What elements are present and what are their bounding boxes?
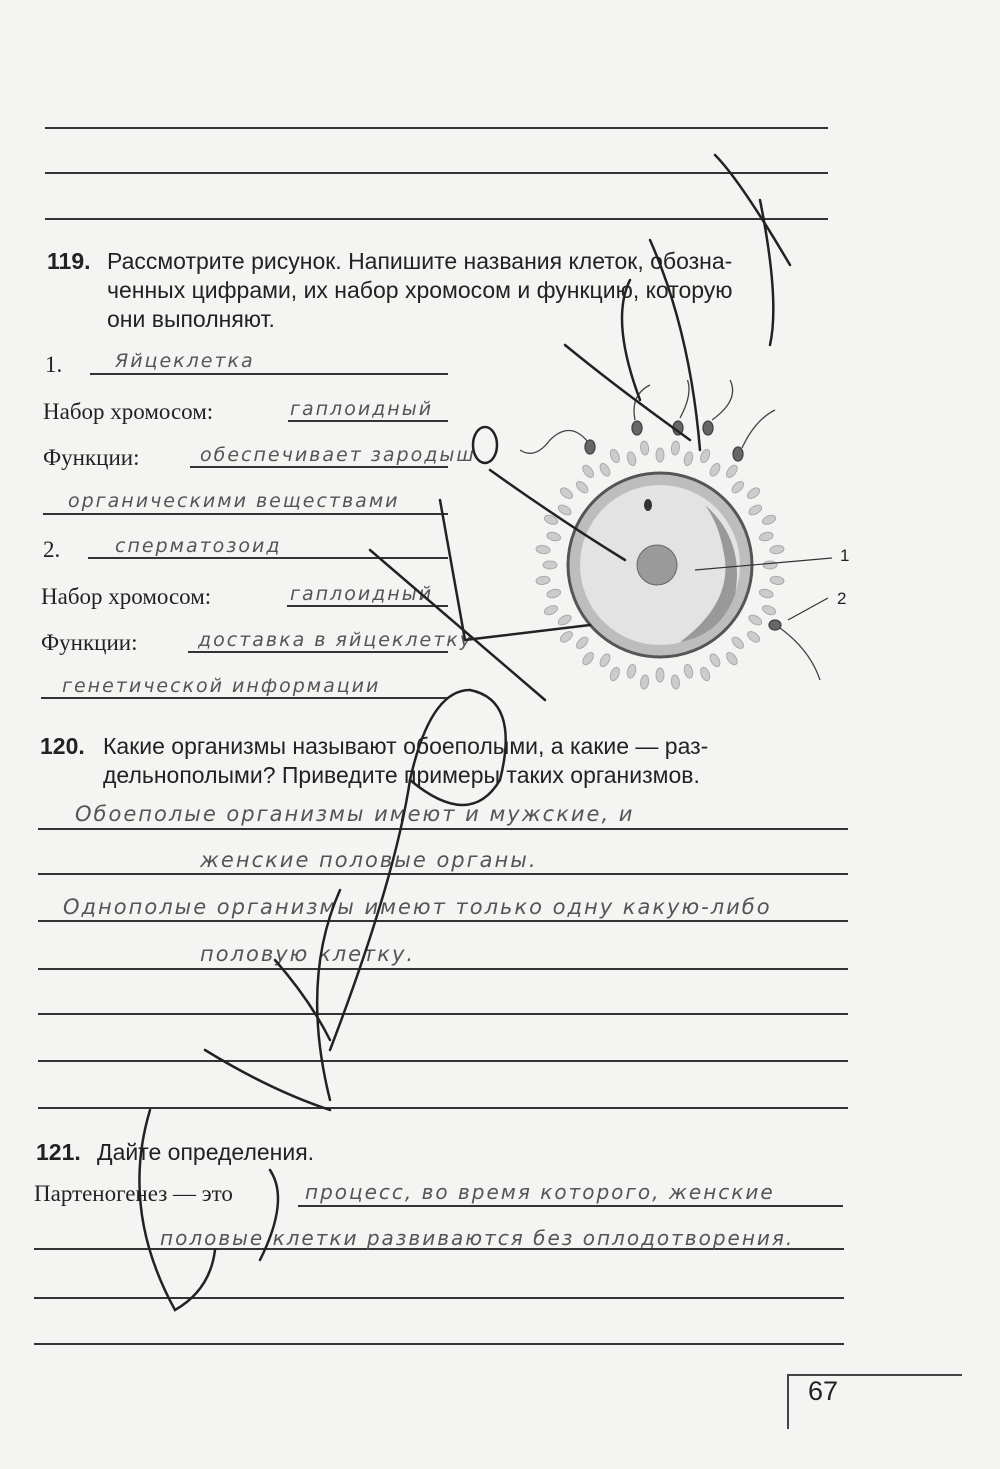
follicle-cell [581, 463, 596, 479]
answer-line [90, 373, 448, 375]
follicle-cell [558, 629, 574, 644]
follicle-cell [758, 588, 774, 599]
answer-120-line[interactable]: Обоеполые организмы имеют и мужские, и [75, 802, 635, 826]
follicle-cell [640, 675, 650, 690]
follicle-cell [671, 441, 681, 456]
cell-1-function-line[interactable]: органическими веществами [68, 490, 400, 512]
follicle-cell [546, 531, 562, 542]
follicle-cell [746, 486, 762, 501]
question-line: ченных цифрами, их набор хромосом и функцию, которую [107, 277, 733, 303]
cell-2-function-line[interactable]: генетической информации [62, 675, 381, 697]
follicle-cell [546, 588, 562, 599]
follicle-cell [574, 479, 590, 495]
question-line: дельнополыми? Приведите примеры таких организмов. [103, 762, 700, 788]
question-121-text: Дайте определения. [97, 1139, 315, 1165]
follicle-cell [656, 448, 664, 462]
follicle-cell [608, 666, 621, 682]
cell-2-name[interactable]: сперматозоид [115, 535, 282, 557]
follicle-cell [598, 462, 612, 478]
answer-line [288, 420, 448, 422]
answer-line [38, 1013, 848, 1015]
question-119-number: 119. [47, 248, 91, 274]
follicle-cell [708, 652, 722, 668]
follicle-cell [626, 663, 637, 679]
question-120-number: 120. [40, 733, 85, 759]
chromosomes-label: Набор хромосом: [43, 399, 214, 424]
answer-line [45, 127, 828, 129]
answer-line [38, 1060, 848, 1062]
answer-line [38, 828, 848, 830]
answer-line [38, 920, 848, 922]
follicle-cell [543, 604, 559, 617]
answer-120-line[interactable]: Однополые организмы имеют только одну какую-либо [63, 895, 772, 919]
follicle-cell [683, 663, 694, 679]
cell-2-chromosomes[interactable]: гаплоидный [290, 583, 434, 605]
follicle-cell [761, 604, 777, 617]
answer-120-line[interactable]: половую клетку. [200, 942, 416, 966]
follicle-cell [536, 576, 551, 586]
cell-2-index: 2. [43, 537, 61, 562]
follicle-cell [770, 576, 785, 586]
pencil-stroke [760, 200, 773, 345]
follicle-cell [699, 448, 712, 464]
answer-line [34, 1297, 844, 1299]
follicle-cell [574, 635, 590, 651]
question-line: Рассмотрите рисунок. Напишите названия клеток, обозна- [107, 248, 733, 274]
pencil-stroke [317, 890, 340, 1100]
answer-line [190, 466, 448, 468]
pencil-stroke [275, 960, 330, 1040]
cell-2-function-line[interactable]: доставка в яйцеклетку [198, 629, 474, 651]
cell-1-function-line[interactable]: обеспечивает зародыш [200, 444, 476, 466]
answer-line [41, 697, 448, 699]
pencil-stroke [205, 1050, 330, 1110]
follicle-cell [598, 652, 612, 668]
figure-label-2: 2 [837, 589, 847, 608]
follicle-cell [761, 513, 777, 526]
follicle-cell [747, 503, 763, 517]
functions-label: Функции: [41, 630, 138, 655]
question-line: Какие организмы называют обоеполыми, а какие — раз- [103, 733, 709, 759]
answer-line [45, 172, 828, 174]
chromosomes-label: Набор хромосом: [41, 584, 212, 609]
follicle-cell [608, 448, 621, 464]
question-120-text [103, 732, 708, 790]
figure-label-1: 1 [840, 546, 850, 565]
nucleus [637, 545, 677, 585]
follicle-cell [558, 486, 574, 501]
question-line: они выполняют. [107, 306, 275, 332]
follicle-cell [724, 463, 739, 479]
follicle-cell [557, 503, 573, 517]
follicle-cell [763, 561, 777, 569]
egg-cell-figure [480, 380, 880, 720]
follicle-cell [758, 531, 774, 542]
follicle-cell [543, 561, 557, 569]
answer-line [38, 1107, 848, 1109]
follicle-cell [536, 545, 551, 555]
follicle-cell [656, 668, 664, 682]
follicle-cell [543, 513, 559, 526]
cell-1-index: 1. [45, 352, 63, 377]
follicle-cell [626, 451, 637, 467]
follicle-cell [730, 635, 746, 651]
answer-line [45, 218, 828, 220]
functions-label: Функции: [43, 445, 140, 470]
answer-line [34, 1343, 844, 1345]
follicle-cell [640, 441, 650, 456]
label-line-2 [788, 598, 828, 620]
follicle-cell [671, 675, 681, 690]
follicle-cell [770, 545, 785, 555]
follicle-cell [557, 613, 573, 627]
cell-1-chromosomes[interactable]: гаплоидный [290, 398, 434, 420]
answer-line [188, 651, 448, 653]
answer-121-line[interactable]: процесс, во время которого, женские [305, 1180, 775, 1204]
follicle-cell [699, 666, 712, 682]
page-number: 67 [808, 1376, 839, 1406]
answer-line [38, 873, 848, 875]
answer-line [43, 513, 448, 515]
question-121-number: 121. [36, 1139, 81, 1165]
answer-line [298, 1205, 843, 1207]
term-label: Партеногенез — это [34, 1181, 233, 1206]
follicle-cell [708, 462, 722, 478]
answer-line [38, 968, 848, 970]
answer-121-line[interactable]: половые клетки развиваются без оплодотворения. [160, 1226, 795, 1250]
follicle-cell [581, 651, 596, 667]
question-119-text [107, 247, 733, 334]
polar-body [644, 499, 652, 511]
follicle-cell [747, 613, 763, 627]
answer-line [287, 605, 448, 607]
follicle-cell [746, 629, 762, 644]
answer-line [88, 557, 448, 559]
follicle-cell [724, 651, 739, 667]
page-number-rule [787, 1374, 789, 1429]
follicle-cell [683, 451, 694, 467]
cell-1-name[interactable]: Яйцеклетка [115, 350, 255, 372]
follicle-cell [730, 479, 746, 495]
answer-120-line[interactable]: женские половые органы. [200, 848, 538, 872]
